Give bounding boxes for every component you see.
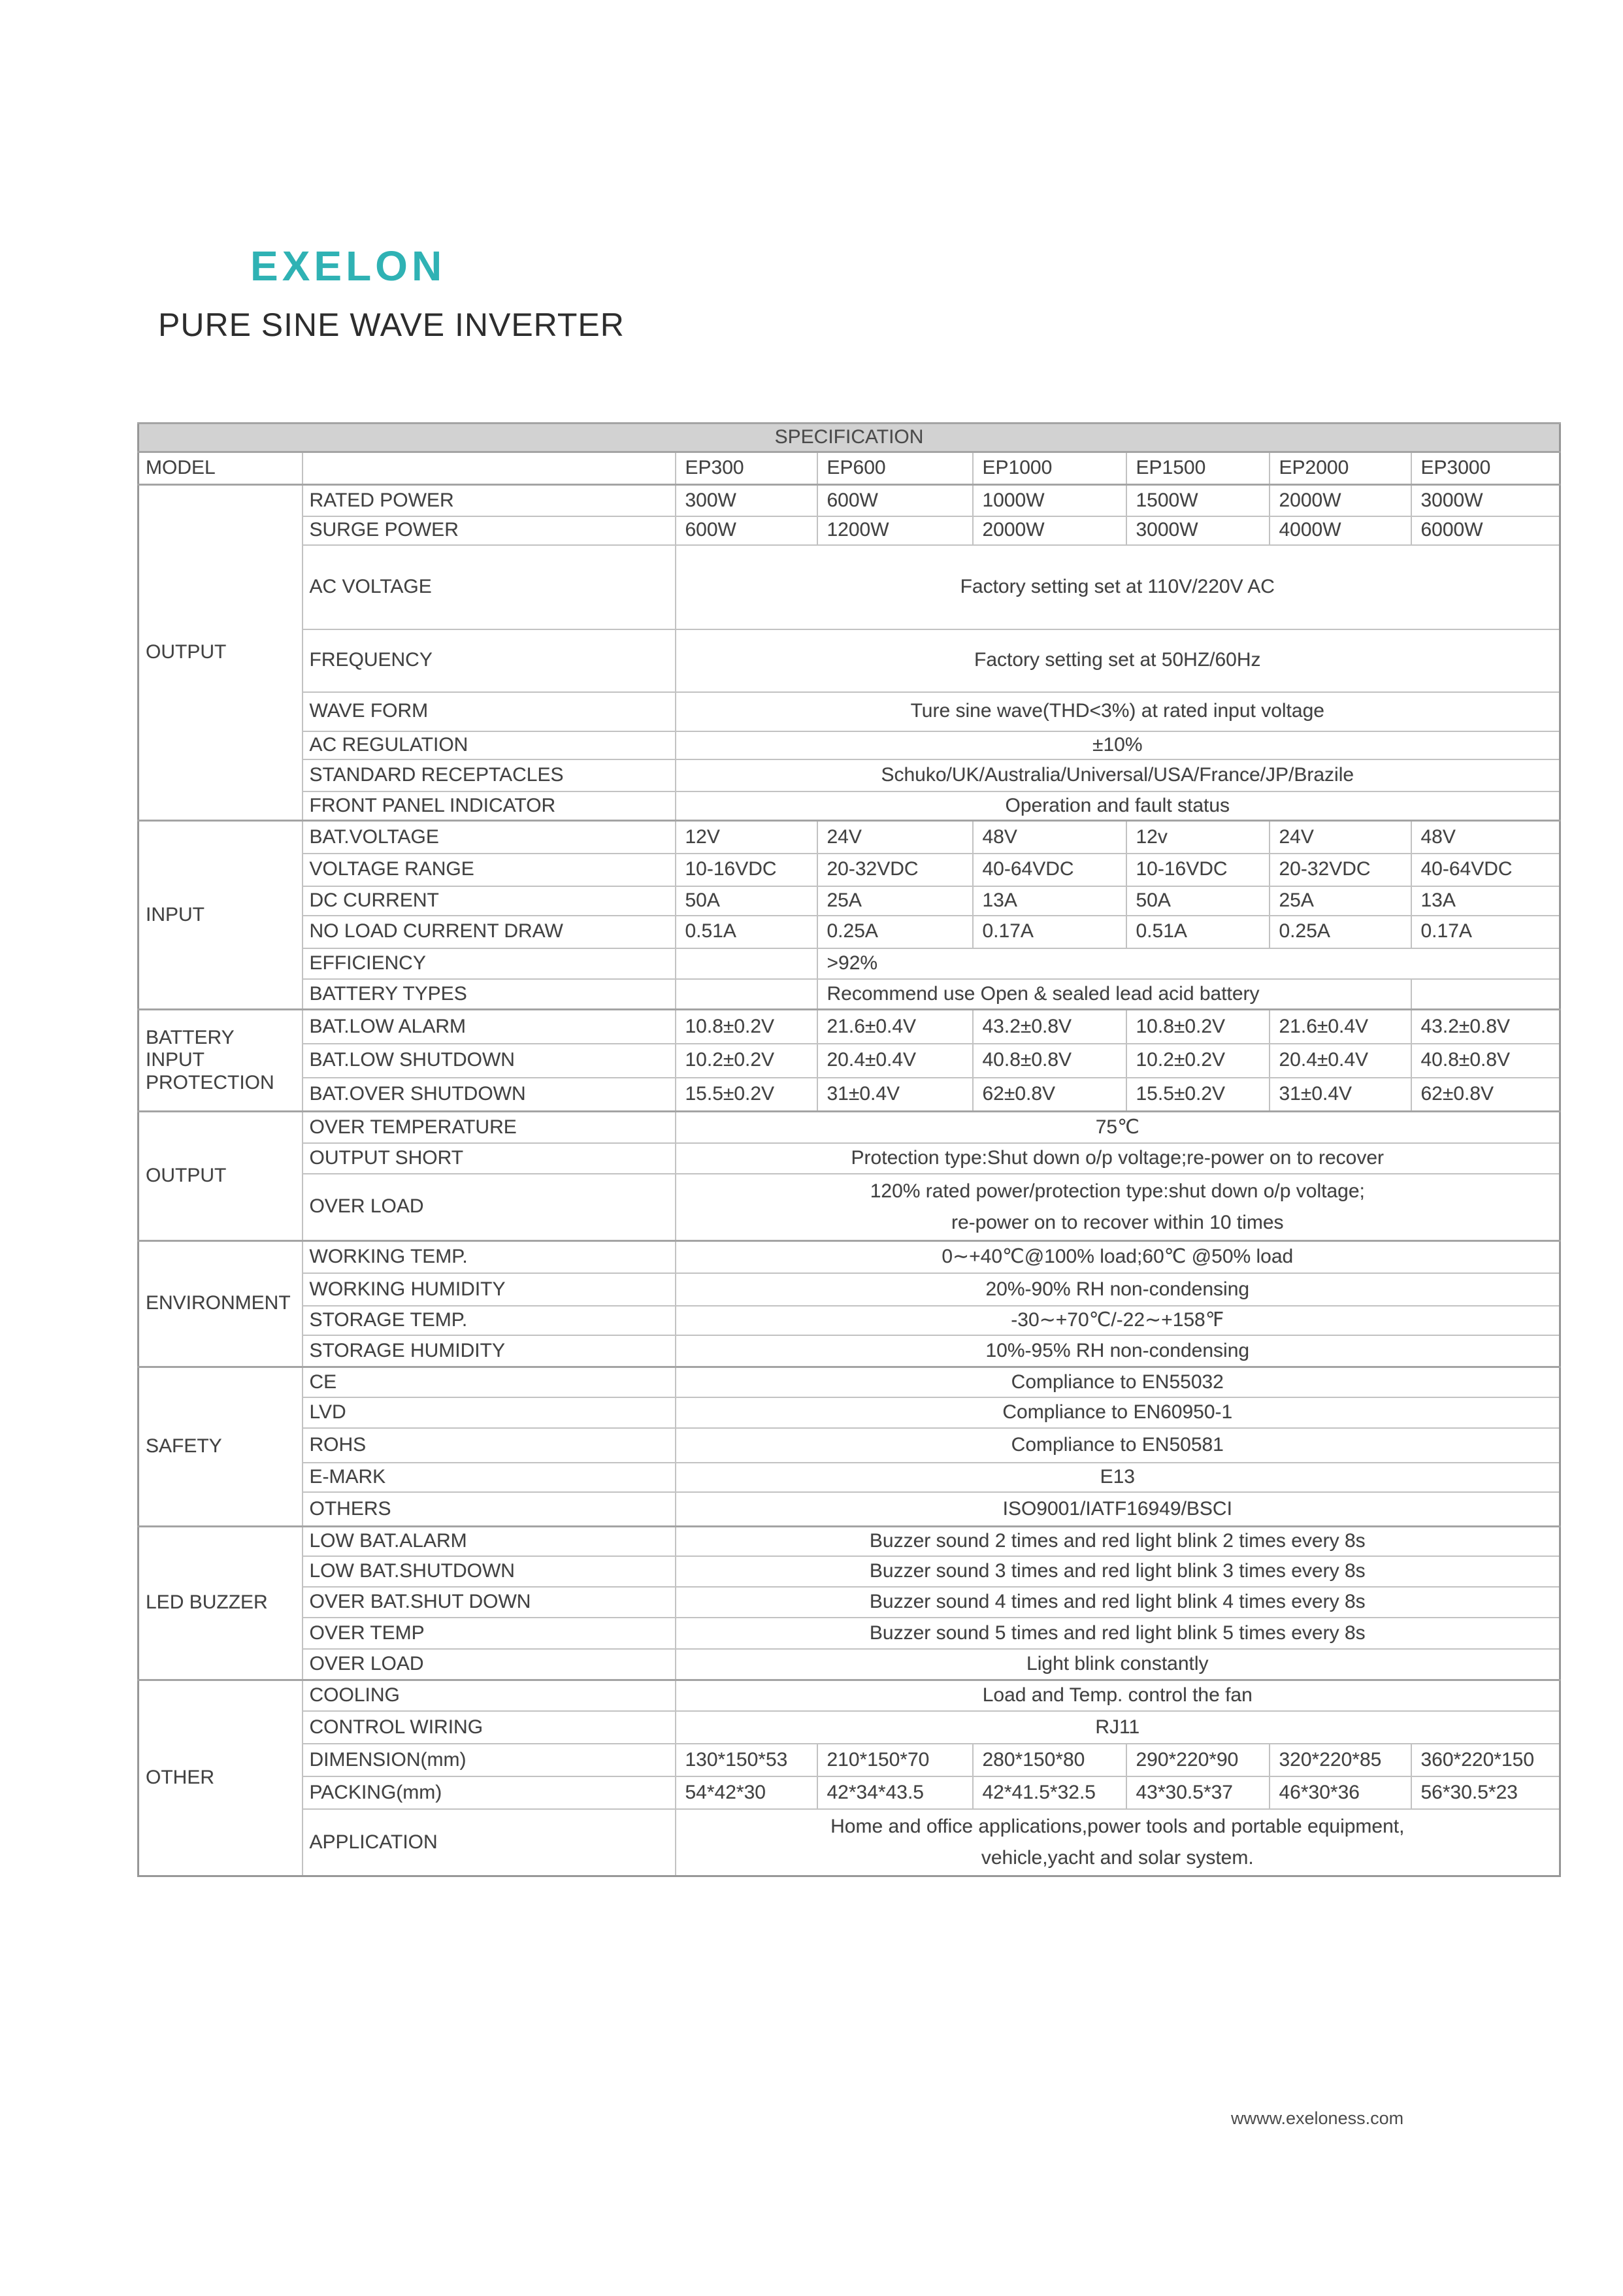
spec-table-body [139, 424, 1560, 1876]
row-label-cell: FREQUENCY [303, 629, 676, 692]
value-line: vehicle,yacht and solar system. [981, 1847, 1254, 1869]
value-cell: 43.2±0.8V [973, 1010, 1126, 1044]
table-row [139, 1240, 1560, 1273]
value-cell: 24V [817, 821, 973, 854]
row-label-cell: BAT.VOLTAGE [303, 821, 676, 854]
value-cell: Factory setting set at 110V/220V AC [676, 545, 1560, 629]
category-cell: OUTPUT [139, 485, 303, 821]
table-row [139, 1078, 1560, 1112]
value-cell: 20-32VDC [817, 854, 973, 886]
value-cell: 6000W [1411, 516, 1560, 545]
value-cell: 3000W [1126, 516, 1270, 545]
row-label-cell: OVER LOAD [303, 1174, 676, 1241]
row-label-cell: CONTROL WIRING [303, 1711, 676, 1744]
row-label-cell: BATTERY TYPES [303, 979, 676, 1010]
category-cell: INPUT [139, 821, 303, 1010]
value-cell: 10.2±0.2V [676, 1044, 817, 1078]
value-cell: 21.6±0.4V [817, 1010, 973, 1044]
value-cell: RJ11 [676, 1711, 1560, 1744]
value-cell: 21.6±0.4V [1270, 1010, 1411, 1044]
value-cell: Schuko/UK/Australia/Universal/USA/France/JP/Brazile [676, 759, 1560, 791]
value-cell: 42*34*43.5 [817, 1776, 973, 1809]
value-cell: Compliance to EN60950-1 [676, 1397, 1560, 1428]
table-row [139, 1335, 1560, 1367]
table-row [139, 979, 1560, 1010]
value-cell [676, 1809, 1560, 1876]
row-label-cell: WORKING TEMP. [303, 1240, 676, 1273]
row-label-cell: SURGE POWER [303, 516, 676, 545]
table-row [139, 731, 1560, 759]
table-title: SPECIFICATION [139, 424, 1560, 452]
value-cell: 42*41.5*32.5 [973, 1776, 1126, 1809]
value-cell: Recommend use Open & sealed lead acid battery [817, 979, 1411, 1010]
value-cell [676, 948, 817, 979]
table-row [139, 424, 1560, 452]
value-cell: 10.8±0.2V [1126, 1010, 1270, 1044]
value-cell: 10-16VDC [1126, 854, 1270, 886]
value-cell: ISO9001/IATF16949/BSCI [676, 1492, 1560, 1526]
row-label-cell: OVER TEMP [303, 1618, 676, 1649]
row-label-cell: STORAGE TEMP. [303, 1306, 676, 1335]
category-cell: SAFETY [139, 1367, 303, 1526]
value-cell: 20.4±0.4V [1270, 1044, 1411, 1078]
value-cell: 10.8±0.2V [676, 1010, 817, 1044]
value-cell: 0.25A [1270, 916, 1411, 948]
row-label-cell: WAVE FORM [303, 692, 676, 731]
table-row [139, 516, 1560, 545]
brand-logo: EXELON [250, 242, 446, 290]
value-cell: 290*220*90 [1126, 1744, 1270, 1776]
value-cell: 280*150*80 [973, 1744, 1126, 1776]
value-cell [1411, 979, 1560, 1010]
value-cell: Factory setting set at 50HZ/60Hz [676, 629, 1560, 692]
value-cell: 50A [1126, 886, 1270, 916]
row-label-cell: LVD [303, 1397, 676, 1428]
table-row [139, 1010, 1560, 1044]
value-cell: 31±0.4V [1270, 1078, 1411, 1112]
value-cell: 1200W [817, 516, 973, 545]
value-cell: 4000W [1270, 516, 1411, 545]
value-cell: 20-32VDC [1270, 854, 1411, 886]
value-cell: 62±0.8V [1411, 1078, 1560, 1112]
row-label-cell: ROHS [303, 1428, 676, 1463]
website-text: wwww.exeloness.com [1231, 2108, 1404, 2128]
value-cell: 31±0.4V [817, 1078, 973, 1112]
value-cell: EP300 [676, 452, 817, 485]
value-line: 120% rated power/protection type:shut down o/p voltage; [870, 1180, 1365, 1202]
row-label-cell: BAT.LOW SHUTDOWN [303, 1044, 676, 1078]
value-cell [303, 452, 676, 485]
row-label-cell: RATED POWER [303, 485, 676, 516]
row-label-cell: VOLTAGE RANGE [303, 854, 676, 886]
value-cell: 43*30.5*37 [1126, 1776, 1270, 1809]
value-cell: Buzzer sound 2 times and red light blink 2 times every 8s [676, 1526, 1560, 1556]
value-cell: 13A [1411, 886, 1560, 916]
value-cell: Buzzer sound 5 times and red light blink 5 times every 8s [676, 1618, 1560, 1649]
value-cell: 3000W [1411, 485, 1560, 516]
value-cell: 0.17A [973, 916, 1126, 948]
value-cell: 56*30.5*23 [1411, 1776, 1560, 1809]
value-cell: 130*150*53 [676, 1744, 817, 1776]
value-cell: EP1500 [1126, 452, 1270, 485]
value-cell: Compliance to EN55032 [676, 1367, 1560, 1397]
value-cell: 0.17A [1411, 916, 1560, 948]
row-label-cell: BAT.OVER SHUTDOWN [303, 1078, 676, 1112]
row-label-cell: DC CURRENT [303, 886, 676, 916]
value-cell: Protection type:Shut down o/p voltage;re-power on to recover [676, 1143, 1560, 1174]
value-cell: 0∼+40℃@100% load;60℃ @50% load [676, 1240, 1560, 1273]
value-cell: 600W [817, 485, 973, 516]
value-cell: 48V [1411, 821, 1560, 854]
table-row [139, 1649, 1560, 1680]
value-cell: 50A [676, 886, 817, 916]
value-line: re-power on to recover within 10 times [951, 1211, 1284, 1233]
table-row [139, 948, 1560, 979]
value-cell: 2000W [1270, 485, 1411, 516]
value-cell: Light blink constantly [676, 1649, 1560, 1680]
spec-table [137, 422, 1561, 1877]
table-row [139, 1587, 1560, 1618]
table-row [139, 854, 1560, 886]
row-label-cell: AC VOLTAGE [303, 545, 676, 629]
value-cell: E13 [676, 1463, 1560, 1492]
value-cell: 25A [817, 886, 973, 916]
value-cell: 13A [973, 886, 1126, 916]
value-cell: EP600 [817, 452, 973, 485]
table-row [139, 1556, 1560, 1587]
value-cell: 46*30*36 [1270, 1776, 1411, 1809]
value-cell: EP1000 [973, 452, 1126, 485]
table-row [139, 452, 1560, 485]
value-cell: Ture sine wave(THD<3%) at rated input voltage [676, 692, 1560, 731]
value-cell: 12V [676, 821, 817, 854]
row-label-cell: AC REGULATION [303, 731, 676, 759]
table-row [139, 629, 1560, 692]
value-cell: 1000W [973, 485, 1126, 516]
table-row [139, 1680, 1560, 1711]
table-row [139, 1428, 1560, 1463]
table-row [139, 1809, 1560, 1876]
value-cell: 1500W [1126, 485, 1270, 516]
value-cell: 20%-90% RH non-condensing [676, 1273, 1560, 1306]
row-label-cell: EFFICIENCY [303, 948, 676, 979]
category-cell: OUTPUT [139, 1112, 303, 1241]
value-cell: 40-64VDC [1411, 854, 1560, 886]
table-row [139, 916, 1560, 948]
row-label-cell: OVER TEMPERATURE [303, 1112, 676, 1143]
value-cell: 0.51A [1126, 916, 1270, 948]
table-row [139, 692, 1560, 731]
row-label-cell: LOW BAT.ALARM [303, 1526, 676, 1556]
table-row [139, 1776, 1560, 1809]
value-cell: -30∼+70℃/-22∼+158℉ [676, 1306, 1560, 1335]
table-row [139, 1744, 1560, 1776]
row-label-cell: OTHERS [303, 1492, 676, 1526]
value-cell: 10%-95% RH non-condensing [676, 1335, 1560, 1367]
value-cell: 210*150*70 [817, 1744, 973, 1776]
value-cell: 20.4±0.4V [817, 1044, 973, 1078]
table-row [139, 759, 1560, 791]
table-row [139, 1397, 1560, 1428]
row-label-cell: STORAGE HUMIDITY [303, 1335, 676, 1367]
table-row [139, 1711, 1560, 1744]
table-row [139, 1044, 1560, 1078]
table-row [139, 886, 1560, 916]
value-cell [676, 1174, 1560, 1241]
value-cell: 15.5±0.2V [676, 1078, 817, 1112]
value-cell: 25A [1270, 886, 1411, 916]
table-row [139, 791, 1560, 821]
row-label-cell: COOLING [303, 1680, 676, 1711]
value-cell: Compliance to EN50581 [676, 1428, 1560, 1463]
value-cell: EP2000 [1270, 452, 1411, 485]
value-cell: Buzzer sound 3 times and red light blink 3 times every 8s [676, 1556, 1560, 1587]
value-cell: 15.5±0.2V [1126, 1078, 1270, 1112]
table-row [139, 1112, 1560, 1143]
row-label-cell: STANDARD RECEPTACLES [303, 759, 676, 791]
row-label-cell: OUTPUT SHORT [303, 1143, 676, 1174]
table-row [139, 1306, 1560, 1335]
table-row [139, 1367, 1560, 1397]
value-cell: Operation and fault status [676, 791, 1560, 821]
table-row [139, 1492, 1560, 1526]
row-label-cell: CE [303, 1367, 676, 1397]
row-label-cell: DIMENSION(mm) [303, 1744, 676, 1776]
table-row [139, 1273, 1560, 1306]
table-row [139, 1463, 1560, 1492]
value-cell: 0.51A [676, 916, 817, 948]
value-cell: 40-64VDC [973, 854, 1126, 886]
value-cell: 300W [676, 485, 817, 516]
value-cell [676, 979, 817, 1010]
value-cell: 62±0.8V [973, 1078, 1126, 1112]
category-cell: BATTERY INPUT PROTECTION [139, 1010, 303, 1112]
value-cell: 320*220*85 [1270, 1744, 1411, 1776]
value-cell: 2000W [973, 516, 1126, 545]
value-cell: 10.2±0.2V [1126, 1044, 1270, 1078]
table-row [139, 1143, 1560, 1174]
value-cell: Buzzer sound 4 times and red light blink 4 times every 8s [676, 1587, 1560, 1618]
value-cell: 360*220*150 [1411, 1744, 1560, 1776]
table-row [139, 545, 1560, 629]
table-row [139, 1526, 1560, 1556]
row-label-cell: PACKING(mm) [303, 1776, 676, 1809]
value-line: Home and office applications,power tools and portable equipment, [830, 1816, 1405, 1837]
value-cell: 48V [973, 821, 1126, 854]
value-cell: 40.8±0.8V [973, 1044, 1126, 1078]
row-label-cell: BAT.LOW ALARM [303, 1010, 676, 1044]
value-cell: 54*42*30 [676, 1776, 817, 1809]
value-cell: >92% [817, 948, 1560, 979]
row-label-cell: NO LOAD CURRENT DRAW [303, 916, 676, 948]
table-row [139, 1174, 1560, 1241]
row-label-cell: FRONT PANEL INDICATOR [303, 791, 676, 821]
table-row [139, 821, 1560, 854]
category-cell: LED BUZZER [139, 1526, 303, 1680]
value-cell: 24V [1270, 821, 1411, 854]
row-label-cell: OVER LOAD [303, 1649, 676, 1680]
value-cell: ±10% [676, 731, 1560, 759]
row-label-cell: MODEL [139, 452, 303, 485]
value-cell: 12v [1126, 821, 1270, 854]
table-row [139, 485, 1560, 516]
category-cell: ENVIRONMENT [139, 1240, 303, 1367]
value-cell: 40.8±0.8V [1411, 1044, 1560, 1078]
row-label-cell: E-MARK [303, 1463, 676, 1492]
value-cell: 43.2±0.8V [1411, 1010, 1560, 1044]
value-cell: Load and Temp. control the fan [676, 1680, 1560, 1711]
category-cell: OTHER [139, 1680, 303, 1876]
value-cell: 0.25A [817, 916, 973, 948]
brand-subtitle: PURE SINE WAVE INVERTER [158, 307, 625, 343]
value-cell: EP3000 [1411, 452, 1560, 485]
row-label-cell: OVER BAT.SHUT DOWN [303, 1587, 676, 1618]
row-label-cell: WORKING HUMIDITY [303, 1273, 676, 1306]
value-cell: 10-16VDC [676, 854, 817, 886]
table-row [139, 1618, 1560, 1649]
row-label-cell: APPLICATION [303, 1809, 676, 1876]
value-cell: 75℃ [676, 1112, 1560, 1143]
value-cell: 600W [676, 516, 817, 545]
row-label-cell: LOW BAT.SHUTDOWN [303, 1556, 676, 1587]
